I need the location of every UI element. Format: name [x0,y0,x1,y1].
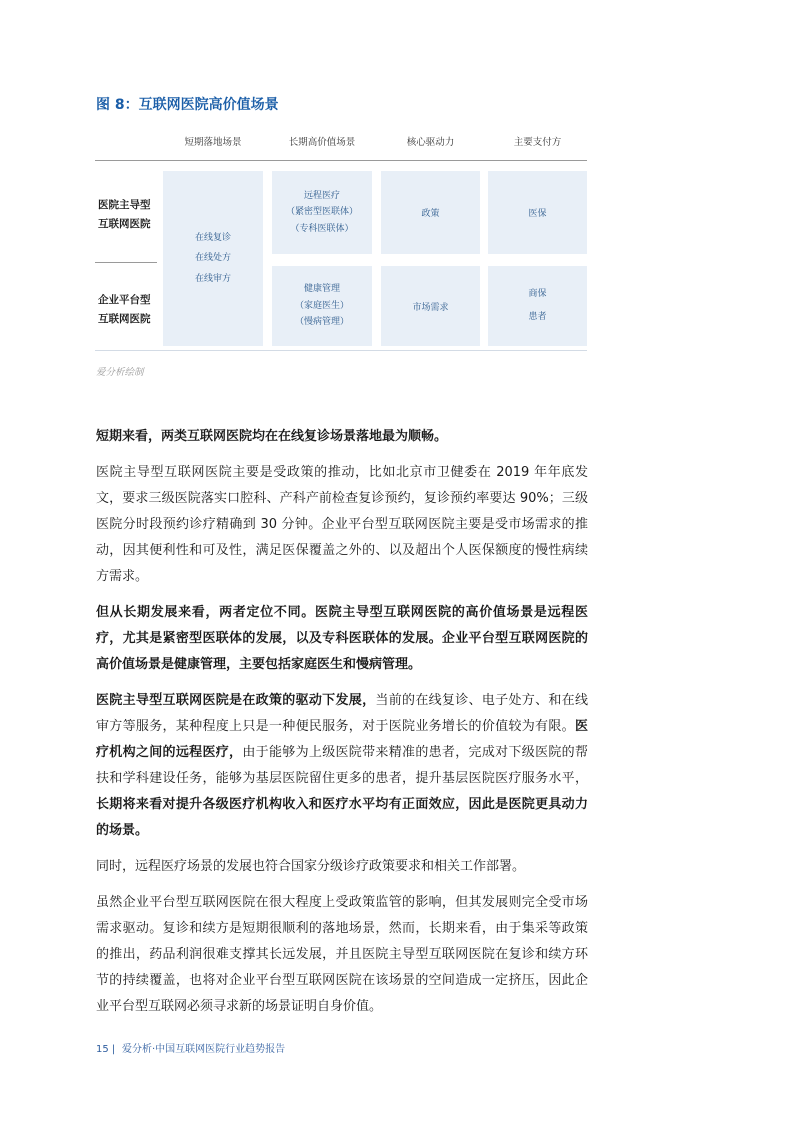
paragraph-short-term: 短期来看，两类互联网医院均在在线复诊场景落地最为顺畅。 [96,429,448,444]
row-label-line: 企业平台型 [98,294,151,306]
cell-line: 商保 [528,289,547,299]
cell-short-term-scenarios [163,171,263,346]
column-header-short-term: 短期落地场景 [184,137,242,148]
row-label-line: 医院主导型 [98,199,151,211]
cell-line: 健康管理 [303,284,340,295]
cell-line: 市场需求 [412,302,449,313]
figure-title: 图 8：互联网医院高价值场景 [96,97,279,113]
cell-line: 医保 [528,209,547,219]
cell-line: 患者 [528,312,547,322]
row-label-enterprise-platform [98,291,160,329]
cell-line: 政策 [421,209,440,219]
cell-hospital-driver [381,171,480,254]
cell-line: 在线审方 [194,273,231,284]
body-text [96,424,588,1030]
figure-source: 爱分析绘制 [96,367,144,378]
row-label-line: 互联网医院 [98,218,151,230]
cell-line: （家庭医生） [294,300,349,311]
page-number: 15 | [96,1044,116,1055]
cell-enterprise-payer [488,266,587,346]
cell-line: 在线复诊 [194,232,231,243]
table-bottom-rule [95,350,587,351]
cell-enterprise-driver [381,266,480,346]
cell-line: （专科医联体） [290,223,354,234]
row-divider [95,262,157,263]
text-segment: 由于能够为上级医院带来精准的患者，完成对下级医院的帮扶和学科建设任务，能够为基层医院留住更多的患者，提升基层医院医疗服务水平， [96,745,588,786]
cell-line: （慢病管理） [294,317,349,328]
paragraph-policy: 同时，远程医疗场景的发展也符合国家分级诊疗政策要求和相关工作部署。 [96,859,526,874]
row-label-hospital-led [98,196,160,234]
text-segment: 长期将来看对提升各级医疗机构收入和医疗水平均有正面效应，因此是医院更具动力的场景。 [96,797,588,838]
cell-enterprise-long-term [272,266,372,346]
cell-hospital-payer [488,171,587,254]
column-header-core-driver: 核心驱动力 [406,137,455,148]
cell-line: （紧密型医联体） [285,207,358,218]
cell-line: 远程医疗 [303,190,340,201]
text-segment: 当前的在线复诊、电子处方、和在线审方等服务，某种程度上只是一种便民服务，对于医院业务增长的价值较为有限。 [96,693,588,734]
footer-report-title: 爱分析·中国互联网医院行业趋势报告 [122,1044,286,1055]
column-header-long-term: 长期高价值场景 [288,137,356,148]
text-segment: 医院主导型互联网医院是在政策的驱动下发展， [96,693,376,708]
cell-line: 在线处方 [194,253,231,264]
row-label-line: 互联网医院 [98,313,151,325]
paragraph-enterprise-platform: 虽然企业平台型互联网医院在很大程度上受政策监管的影响，但其发展则完全受市场需求驱动。复诊和续方是短期很顺利的落地场景，然而，长期来看，由于集采等政策的推出，药品利润很难支撑其长远发展，并且医院主导型互联网医院在复诊和续方环节的持续覆盖，也将对企业平台型互联网医院在该场景的空间造成一定挤压，因此企业平台型互联网必须寻求新的场景证明自身价值。 [96,895,588,1014]
cell-hospital-long-term [272,171,372,254]
header-divider [95,160,587,161]
column-header-payer: 主要支付方 [513,137,562,148]
paragraph-hospital-led [96,688,588,844]
paragraph-drivers: 医院主导型互联网医院主要是受政策的推动，比如北京市卫健委在 2019 年年底发文，要求三级医院落实口腔科、产科产前检查复诊预约，复诊预约率要达 90%；三级医院分时段预约诊疗精确到 30 分钟。企业平台型互联网医院主要是受市场需求的推动，因其便利性和可及性，满足医保覆盖之外的、以及超出个人医保额度的慢性病续方需求。 [96,465,588,584]
paragraph-long-term: 但从长期发展来看，两者定位不同。医院主导型互联网医院的高价值场景是远程医疗，尤其是紧密型医联体的发展，以及专科医联体的发展。企业平台型互联网医院的高价值场景是健康管理，主要包括家庭医生和慢病管理。 [96,605,588,672]
text-segment: 医疗机构之间的远程医疗， [96,719,588,760]
